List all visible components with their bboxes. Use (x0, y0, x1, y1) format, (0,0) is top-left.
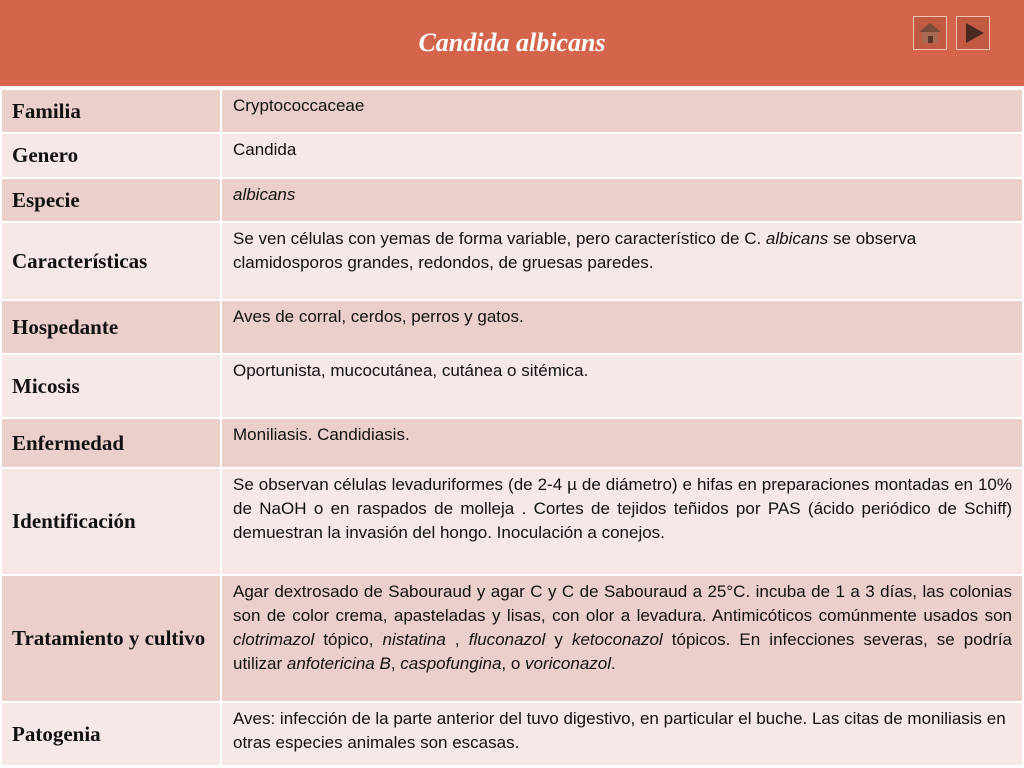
row-label: Enfermedad (1, 418, 221, 468)
row-label: Identificación (1, 468, 221, 575)
table-row (1, 354, 1023, 418)
page-title: Candida albicans (418, 28, 606, 57)
row-label: Tratamiento y cultivo (1, 575, 221, 702)
row-value: Se ven células con yemas de forma variable, pero característico de C. albicans se observa clamidosporos grandes, redondos, de gruesas paredes. (221, 222, 1023, 300)
table-row (1, 575, 1023, 702)
row-value: Moniliasis. Candidiasis. (221, 418, 1023, 468)
row-label: Patogenia (1, 702, 221, 766)
row-value: Candida (221, 133, 1023, 178)
row-value: Se observan células levaduriformes (de 2-4 µ de diámetro) e hifas en preparaciones montadas en 10% de NaOH o en raspados de molleja . Cortes de tejidos teñidos por PAS (ácido periódico de Schiff) demuestran la invasión del hongo. Inoculación a conejos. (221, 468, 1023, 575)
row-value: Aves: infección de la parte anterior del tuvo digestivo, en particular el buche. Las citas de moniliasis en otras especies animales son escasas. (221, 702, 1023, 766)
row-label: Familia (1, 89, 221, 133)
home-button[interactable] (913, 16, 947, 50)
title-bar (0, 0, 1024, 88)
row-label: Hospedante (1, 300, 221, 354)
row-value: Aves de corral, cerdos, perros y gatos. (221, 300, 1023, 354)
row-value: Agar dextrosado de Sabouraud y agar C y C de Sabouraud a 25°C. incuba de 1 a 3 días, las colonias son de color crema, apasteladas y lisas, con olor a levadura. Antimicóticos comúnmente usados son clotrimazol tópico, nistatina , fluconazol y ketoconazol tópicos. En infecciones severas, se podría utilizar anfotericina B, caspofungina, o voriconazol. (221, 575, 1023, 702)
info-table (0, 88, 1024, 767)
row-label: Genero (1, 133, 221, 178)
table-row (1, 702, 1023, 766)
row-label: Características (1, 222, 221, 300)
row-label: Micosis (1, 354, 221, 418)
table-row (1, 89, 1023, 133)
table-row (1, 468, 1023, 575)
table-row (1, 133, 1023, 178)
table-row (1, 222, 1023, 300)
table-row (1, 418, 1023, 468)
home-icon (914, 17, 946, 49)
row-value: albicans (221, 178, 1023, 222)
play-next-icon (957, 17, 989, 49)
row-label: Especie (1, 178, 221, 222)
next-slide-button[interactable] (956, 16, 990, 50)
table-row (1, 300, 1023, 354)
table-row (1, 178, 1023, 222)
row-value: Oportunista, mucocutánea, cutánea o sitémica. (221, 354, 1023, 418)
row-value: Cryptococcaceae (221, 89, 1023, 133)
